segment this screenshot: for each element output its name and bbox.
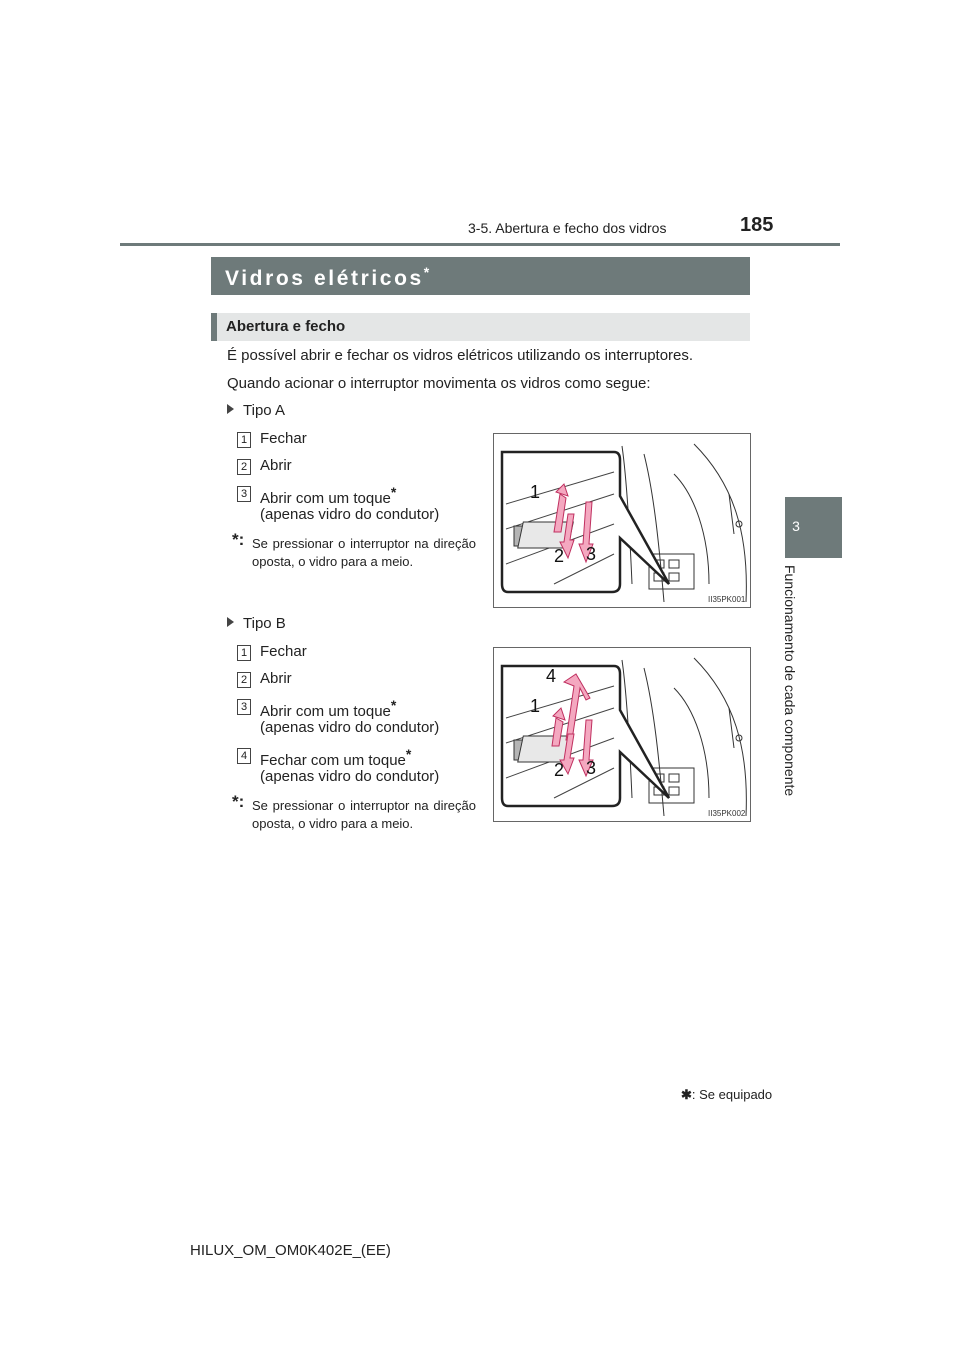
type-a-item-3 bbox=[260, 484, 396, 507]
type-b-item-3-number: 3 bbox=[237, 699, 251, 715]
callout-2: 2 bbox=[554, 546, 565, 566]
callout-1: 1 bbox=[530, 696, 541, 716]
window-switch-illustration bbox=[494, 434, 750, 607]
header-rule bbox=[120, 243, 840, 246]
equipped-footnote-text: : Se equipado bbox=[691, 1087, 773, 1102]
type-b-footnote-mark: *: bbox=[232, 792, 245, 811]
type-a-footnote-mark: *: bbox=[232, 530, 245, 549]
page-number: 185 bbox=[740, 214, 774, 236]
callout-3: 3 bbox=[586, 544, 597, 564]
type-b-item-1-number: 1 bbox=[237, 645, 251, 661]
type-b-item-3 bbox=[260, 697, 396, 720]
type-a-item-2-number: 2 bbox=[237, 459, 251, 475]
type-a-footnote bbox=[232, 530, 476, 571]
triangle-bullet-icon bbox=[227, 404, 234, 414]
type-a-item-3-number: 3 bbox=[237, 486, 251, 502]
callout-4: 4 bbox=[546, 666, 557, 686]
intro-paragraph-1: É possível abrir e fechar os vidros elétricos utilizando os interruptores. bbox=[227, 347, 694, 364]
type-a-item-3-detail: (apenas vidro do condutor) bbox=[260, 506, 440, 523]
section-title-text: Vidros elétricos bbox=[225, 267, 424, 290]
type-b-item-4-detail: (apenas vidro do condutor) bbox=[260, 768, 440, 785]
type-b-item-4-number: 4 bbox=[237, 748, 251, 764]
intro-paragraph-2: Quando acionar o interruptor movimenta os vidros como segue: bbox=[227, 375, 651, 392]
figure-type-a bbox=[493, 433, 751, 608]
type-b-item-3-text: Abrir com um toque bbox=[260, 703, 391, 720]
chapter-tab-number: 3 bbox=[792, 518, 800, 534]
chapter-tab-label: Funcionamento de cada componente bbox=[782, 565, 798, 797]
figure-type-b bbox=[493, 647, 751, 822]
type-a-item-1: Fechar bbox=[260, 430, 307, 447]
subsection-accent bbox=[211, 313, 217, 341]
type-a-item-1-number: 1 bbox=[237, 432, 251, 448]
figure-code-b: II35PK002 bbox=[708, 809, 746, 818]
type-a-footnote-text: Se pressionar o interruptor na direção oposta, o vidro para a meio. bbox=[252, 536, 476, 569]
type-b-item-1: Fechar bbox=[260, 643, 307, 660]
type-b-item-4-text: Fechar com um toque bbox=[260, 752, 406, 769]
asterisk-icon: ✱ bbox=[681, 1087, 692, 1102]
type-a-item-2: Abrir bbox=[260, 457, 292, 474]
type-b-item-4 bbox=[260, 746, 411, 769]
window-switch-illustration bbox=[494, 648, 750, 821]
type-b-item-2-number: 2 bbox=[237, 672, 251, 688]
callout-3: 3 bbox=[586, 758, 597, 778]
callout-2: 2 bbox=[554, 760, 565, 780]
figure-code-a: II35PK001 bbox=[708, 595, 746, 604]
switch-zoom-callout bbox=[502, 666, 669, 806]
type-b-footnote bbox=[232, 792, 476, 833]
type-b-item-2: Abrir bbox=[260, 670, 292, 687]
asterisk-icon: * bbox=[405, 746, 412, 762]
asterisk-icon: * bbox=[390, 484, 397, 500]
section-title bbox=[225, 264, 429, 291]
switch-zoom-callout bbox=[502, 452, 669, 592]
type-b-footnote-text: Se pressionar o interruptor na direção oposta, o vidro para a meio. bbox=[252, 798, 476, 831]
callout-1: 1 bbox=[530, 482, 541, 502]
type-b-heading bbox=[227, 615, 286, 632]
type-a-item-3-text: Abrir com um toque bbox=[260, 490, 391, 507]
equipped-asterisk-icon: * bbox=[423, 264, 430, 280]
subsection-title: Abertura e fecho bbox=[226, 318, 346, 335]
type-a-label: Tipo A bbox=[243, 402, 285, 419]
type-a-heading bbox=[227, 402, 285, 419]
equipped-footnote bbox=[681, 1087, 772, 1103]
model-code: HILUX_OM_OM0K402E_(EE) bbox=[190, 1242, 391, 1259]
running-header-section: 3-5. Abertura e fecho dos vidros bbox=[468, 220, 667, 236]
triangle-bullet-icon bbox=[227, 617, 234, 627]
type-b-item-3-detail: (apenas vidro do condutor) bbox=[260, 719, 440, 736]
asterisk-icon: * bbox=[390, 697, 397, 713]
type-b-label: Tipo B bbox=[243, 615, 286, 632]
